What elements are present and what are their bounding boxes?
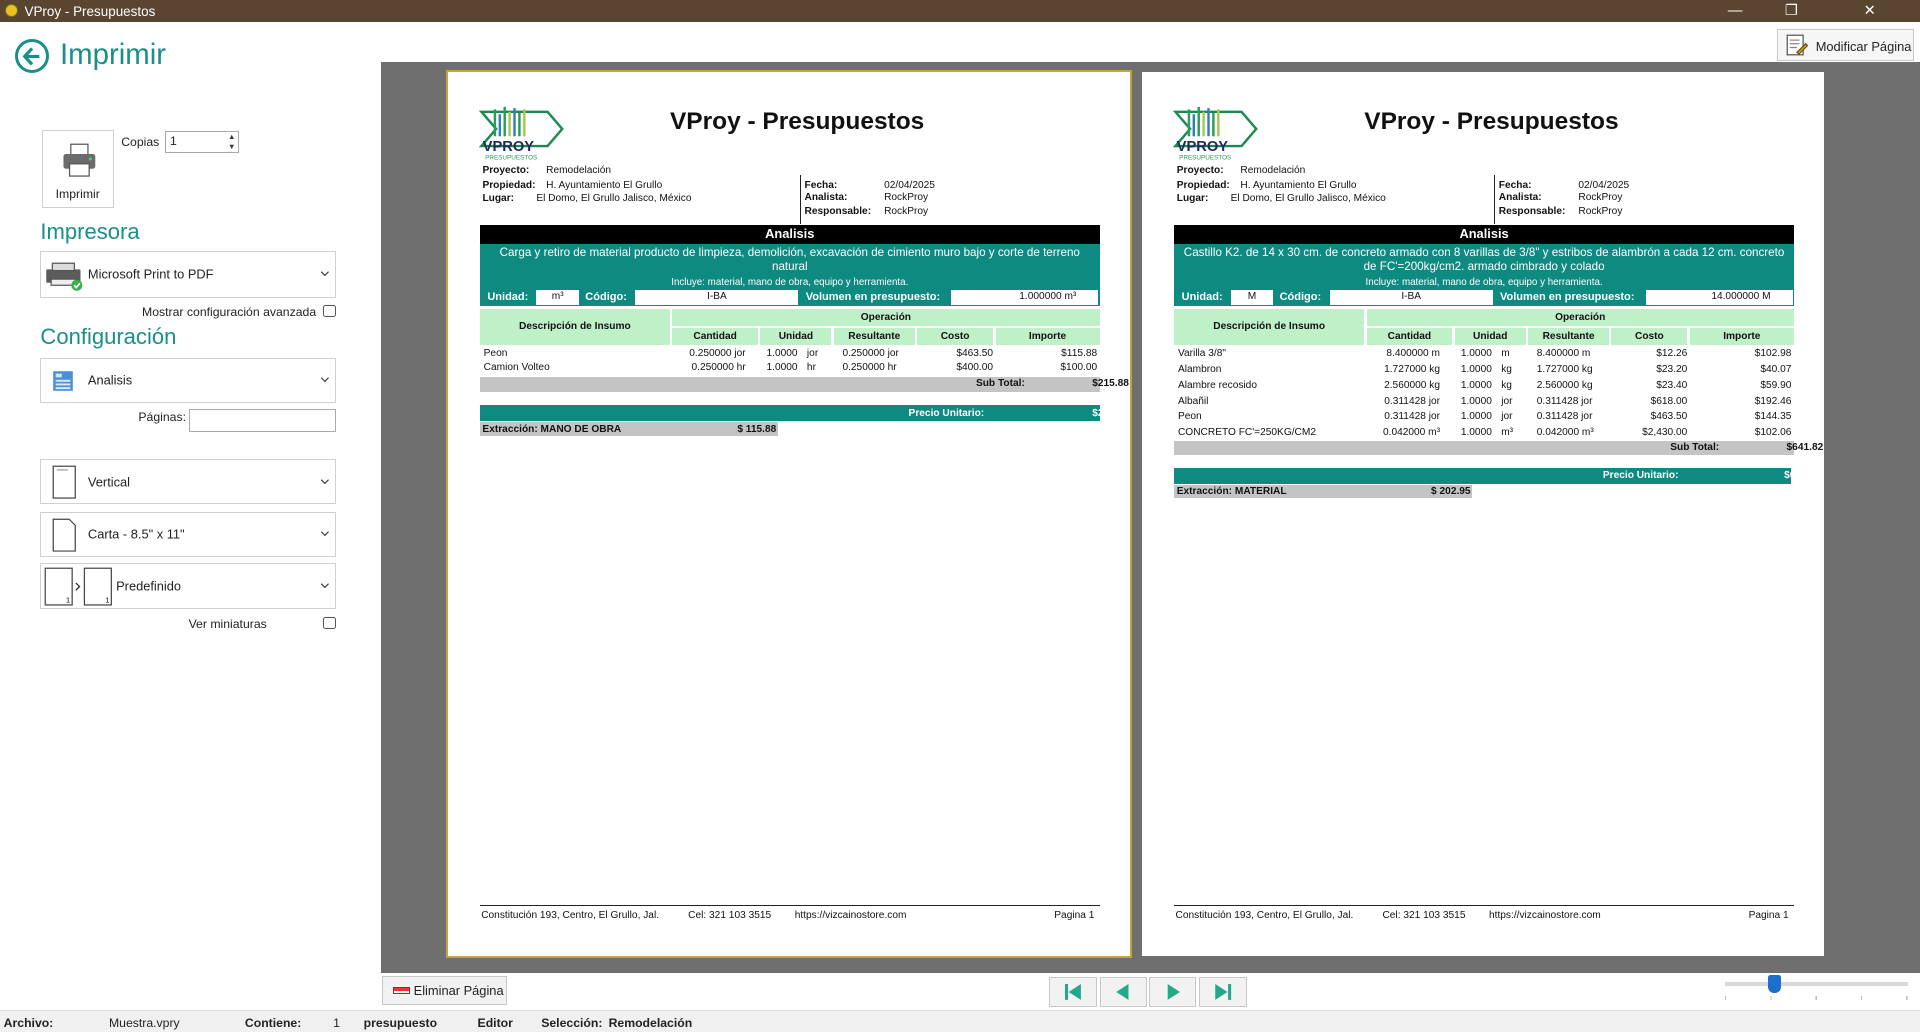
chevron-down-icon[interactable]: ▼ (228, 141, 236, 151)
unidad-label: Unidad: (1181, 291, 1223, 304)
col-resultante: Resultante (1528, 328, 1609, 345)
precio-unitario-label: Precio Unitario: (908, 407, 985, 419)
zoom-slider-thumb[interactable] (1768, 975, 1780, 993)
col-unidad: Unidad (1455, 328, 1526, 345)
row-cantidad: 0.250000 hr (691, 362, 746, 374)
report-select[interactable] (40, 358, 335, 403)
row-u: kg (1501, 363, 1512, 375)
row-unidad: 1.0000 (766, 347, 798, 359)
row-unidad: 1.0000 (766, 362, 798, 374)
subtotal-row (1174, 441, 1824, 456)
vproy-logo (479, 102, 565, 167)
pages-input[interactable] (189, 409, 336, 432)
orientation-select-value: Vertical (87, 474, 131, 490)
analisis-header: Analisis (1174, 225, 1794, 243)
close-button[interactable]: ✕ (1863, 3, 1876, 19)
modify-page-label: Modificar Página (1815, 38, 1912, 54)
row-cantidad: 8.400000 m (1386, 347, 1440, 359)
first-page-button[interactable] (1049, 977, 1097, 1006)
incluye-text: Incluye: material, mano de obra, equipo y herramienta. (671, 276, 909, 288)
row-desc: Camion Volteo (483, 362, 550, 374)
row-u: m³ (1501, 427, 1514, 439)
volumen-label: Volumen en presupuesto: (805, 291, 941, 304)
unidad-value: M (1231, 290, 1274, 305)
lugar-label: Lugar: (482, 193, 515, 205)
row-desc: Peon (1177, 411, 1202, 423)
row-cantidad: 1.727000 kg (1384, 363, 1440, 375)
analista-label: Analista: (804, 192, 848, 204)
unit-code-row (480, 290, 1100, 306)
svg-text:VPROY: VPROY (1176, 138, 1229, 155)
concept-description-box (480, 244, 1100, 291)
fecha-label: Fecha: (804, 179, 838, 191)
pdf-printer-icon (45, 262, 84, 294)
row-costo: $463.50 (956, 347, 994, 359)
row-unidad: 1.0000 (1460, 379, 1492, 391)
chevron-up-icon[interactable]: ▲ (228, 132, 236, 142)
chevron-down-icon (320, 476, 330, 486)
row-resultante: 8.400000 m (1536, 347, 1591, 359)
previous-page-icon (1115, 984, 1132, 1000)
extraccion-label: Extracción: MATERIAL (1176, 486, 1287, 498)
chevron-down-icon (320, 269, 330, 279)
row-u: hr (806, 362, 816, 374)
report-title: VProy - Presupuestos (669, 107, 925, 135)
operacion-header: Operación (1367, 309, 1794, 326)
printer-select-value: Microsoft Print to PDF (87, 266, 214, 282)
row-resultante: 0.311428 jor (1536, 395, 1593, 407)
row-cantidad: 0.250000 jor (689, 347, 746, 359)
precio-unitario-value: $215.88 (1092, 407, 1129, 419)
row-unidad: 1.0000 (1460, 411, 1492, 423)
header-divider (800, 175, 801, 224)
extraccion-row (1174, 485, 1472, 498)
page-title: Imprimir (60, 37, 167, 71)
subtotal-label: Sub Total: (1670, 442, 1720, 454)
last-page-button[interactable] (1199, 977, 1247, 1006)
row-cantidad: 0.311428 jor (1384, 395, 1440, 407)
archivo-label: Archivo: (3, 1016, 54, 1031)
col-resultante: Resultante (834, 328, 915, 345)
volumen-value: 1.000000 m³ (951, 290, 1098, 305)
page-layout-select-value: Predefinido (116, 578, 182, 594)
page-layout-select[interactable] (40, 563, 335, 608)
col-importe: Importe (1690, 328, 1794, 345)
advanced-settings-checkbox[interactable] (323, 305, 335, 317)
row-u: m (1501, 347, 1510, 359)
row-unidad: 1.0000 (1460, 363, 1492, 375)
seleccion-label: Selección: (541, 1016, 603, 1031)
config-section-title: Configuración (40, 324, 177, 350)
contiene-label: Contiene: (244, 1016, 302, 1031)
minimize-button[interactable]: — (1727, 3, 1743, 19)
advanced-settings-label: Mostrar configuración avanzada (142, 304, 317, 319)
row-resultante: 0.042000 m³ (1536, 427, 1594, 439)
footer-divider (480, 905, 1100, 906)
codigo-value: I-BA (1330, 290, 1493, 305)
pages-per-sheet-icon (44, 567, 115, 609)
mode-indicator: Editor (477, 1016, 513, 1031)
paper-icon (52, 518, 76, 555)
extraccion-value: $ 202.95 (1431, 486, 1471, 498)
copies-stepper[interactable] (165, 131, 238, 153)
operacion-header: Operación (672, 309, 1099, 326)
row-costo: $23.20 (1656, 363, 1688, 375)
row-costo: $2,430.00 (1642, 427, 1688, 439)
proyecto-value: Remodelación (1240, 165, 1306, 177)
codigo-label: Código: (1279, 291, 1322, 304)
row-resultante: 0.250000 hr (842, 362, 897, 374)
delete-page-button[interactable] (382, 976, 507, 1005)
preview-page-2[interactable] (1142, 72, 1824, 956)
desc-header: Descripción de Insumo (480, 309, 670, 346)
preview-page-1[interactable] (448, 72, 1130, 956)
fecha-value: 02/04/2025 (1578, 179, 1630, 191)
subtotal-value: $215.88 (1092, 378, 1129, 390)
archivo-value: Muestra.vpry (108, 1016, 180, 1031)
desc-header: Descripción de Insumo (1174, 309, 1364, 346)
precio-unitario-row (480, 405, 1129, 421)
copies-value: 1 (169, 134, 177, 149)
analista-label: Analista: (1498, 192, 1542, 204)
svg-text:VPROY: VPROY (482, 138, 534, 155)
document-icon (52, 370, 74, 395)
proyecto-label: Proyecto: (1176, 165, 1224, 177)
col-costo: Costo (917, 328, 993, 345)
header-divider (1494, 175, 1495, 224)
print-button-label: Imprimir (55, 187, 100, 202)
extraccion-row (480, 422, 778, 435)
propiedad-label: Propiedad: (482, 179, 536, 191)
chevron-down-icon (320, 581, 330, 591)
report-title: VProy - Presupuestos (1364, 107, 1619, 135)
row-cantidad: 2.560000 kg (1384, 379, 1440, 391)
unidad-value: m³ (536, 290, 579, 305)
row-importe: $100.00 (1060, 362, 1098, 374)
row-importe: $102.06 (1754, 427, 1792, 439)
footer-page: Pagina 1 (1054, 909, 1095, 921)
window-title: VProy - Presupuestos (24, 3, 156, 19)
extraccion-value: $ 115.88 (737, 423, 777, 435)
fecha-value: 02/04/2025 (884, 179, 935, 191)
report-select-value: Analisis (87, 372, 133, 388)
footer-divider (1174, 905, 1794, 906)
vproy-logo (1173, 102, 1259, 167)
contiene-unit: presupuesto (363, 1016, 438, 1031)
subtotal-value: $641.82 (1786, 442, 1824, 454)
unit-code-row (1174, 290, 1794, 306)
col-costo: Costo (1611, 328, 1687, 345)
extraccion-label: Extracción: MANO DE OBRA (482, 423, 622, 435)
footer-phone: Cel: 321 103 3515 (1382, 909, 1466, 921)
row-u: kg (1501, 379, 1512, 391)
print-button[interactable] (42, 130, 114, 208)
row-u: jor (1501, 395, 1513, 407)
responsable-label: Responsable: (1498, 205, 1566, 217)
footer-address: Constitución 193, Centro, El Grullo, Jal. (481, 909, 660, 921)
previous-page-button[interactable] (1100, 977, 1148, 1006)
proyecto-value: Remodelación (546, 165, 612, 177)
responsable-value: RockProy (884, 205, 929, 217)
zoom-slider-track[interactable] (1725, 982, 1907, 986)
thumbnails-label: Ver miniaturas (188, 617, 267, 632)
maximize-button[interactable]: ❐ (1784, 3, 1798, 19)
row-u: jor (806, 347, 819, 359)
contiene-count: 1 (333, 1016, 340, 1031)
row-importe: $102.98 (1754, 347, 1792, 359)
row-unidad: 1.0000 (1460, 427, 1492, 439)
unidad-label: Unidad: (487, 291, 529, 304)
lugar-label: Lugar: (1176, 193, 1209, 205)
svg-text:1: 1 (105, 595, 110, 605)
portrait-page-icon (52, 465, 76, 502)
precio-unitario-row (1174, 468, 1821, 484)
chevron-down-icon (320, 375, 330, 385)
row-resultante: 0.250000 jor (842, 347, 899, 359)
concept-description: Castillo K2. de 14 x 30 cm. de concreto armado con 8 varillas de 3/8" y estribos de alambrón a cada 12 cm. concreto de FC'=200kg/cm2. armado cimbrado y colado (1183, 246, 1785, 273)
analista-value: RockProy (884, 192, 929, 204)
row-desc: Peon (483, 347, 508, 359)
row-desc: Alambron (1177, 363, 1222, 375)
row-unidad: 1.0000 (1460, 347, 1492, 359)
precio-unitario-label: Precio Unitario: (1602, 470, 1679, 482)
status-bar (0, 1010, 1920, 1032)
propiedad-value: H. Ayuntamiento El Grullo (1240, 179, 1357, 191)
title-bar (0, 0, 1920, 22)
paper-size-select-value: Carta - 8.5" x 11" (87, 526, 185, 542)
thumbnails-checkbox[interactable] (323, 617, 335, 629)
footer-phone: Cel: 321 103 3515 (688, 909, 772, 921)
row-desc: CONCRETO FC'=250KG/CM2 (1177, 427, 1316, 439)
row-importe: $115.88 (1061, 347, 1098, 359)
subtotal-row (480, 377, 1129, 392)
row-costo: $400.00 (956, 362, 994, 374)
row-desc: Alambre recosido (1177, 379, 1257, 391)
col-importe: Importe (996, 328, 1100, 345)
modify-page-button[interactable] (1777, 29, 1914, 61)
row-resultante: 0.311428 jor (1536, 411, 1593, 423)
orientation-select[interactable] (40, 459, 335, 504)
codigo-value: I-BA (635, 290, 798, 305)
row-resultante: 1.727000 kg (1536, 363, 1593, 375)
responsable-value: RockProy (1578, 205, 1623, 217)
propiedad-label: Propiedad: (1176, 179, 1230, 191)
printer-section-title: Impresora (40, 219, 140, 245)
row-importe: $40.07 (1760, 363, 1792, 375)
precio-unitario-value: $641.82 (1784, 470, 1821, 482)
delete-page-label: Eliminar Página (413, 983, 504, 999)
row-unidad: 1.0000 (1460, 395, 1492, 407)
back-arrow-icon[interactable] (15, 39, 49, 73)
chevron-down-icon (320, 529, 330, 539)
row-desc: Albañil (1177, 395, 1209, 407)
seleccion-value: Remodelación (608, 1016, 693, 1031)
printer-icon (61, 143, 98, 183)
codigo-label: Código: (585, 291, 627, 304)
concept-description: Carga y retiro de material producto de limpieza, demolición, excavación de cimiento muro bajo y corte de terreno natural (499, 246, 1080, 273)
delete-page-icon (393, 987, 410, 994)
row-costo: $618.00 (1650, 395, 1688, 407)
propiedad-value: H. Ayuntamiento El Grullo (546, 179, 663, 191)
zoom-slider-ticks (1725, 996, 1907, 1001)
volumen-label: Volumen en presupuesto: (1499, 291, 1635, 304)
printer-select[interactable] (40, 251, 335, 298)
lugar-value: El Domo, El Grullo Jalisco, México (1230, 193, 1386, 205)
footer-page: Pagina 1 (1748, 909, 1789, 921)
next-page-icon (1164, 984, 1181, 1000)
col-cantidad: Cantidad (1367, 328, 1453, 345)
last-page-icon (1214, 984, 1231, 1000)
subtotal-label: Sub Total: (975, 378, 1025, 390)
col-cantidad: Cantidad (672, 328, 758, 345)
svg-text:PRESUPUESTOS: PRESUPUESTOS (484, 154, 538, 161)
app-icon (5, 4, 18, 17)
footer-address: Constitución 193, Centro, El Grullo, Jal. (1175, 909, 1354, 921)
paper-size-select[interactable] (40, 512, 335, 557)
row-importe: $192.46 (1754, 395, 1792, 407)
svg-text:1: 1 (65, 595, 70, 605)
row-importe: $59.90 (1760, 379, 1792, 391)
row-costo: $12.26 (1656, 347, 1688, 359)
concept-description-box (1174, 244, 1794, 291)
copies-label: Copias (121, 134, 160, 149)
lugar-value: El Domo, El Grullo Jalisco, México (536, 193, 692, 205)
row-costo: $463.50 (1650, 411, 1688, 423)
row-cantidad: 0.311428 jor (1384, 411, 1440, 423)
first-page-icon (1065, 984, 1082, 1000)
svg-text:PRESUPUESTOS: PRESUPUESTOS (1179, 154, 1232, 161)
footer-web: https://vizcainostore.com (794, 909, 907, 921)
row-desc: Varilla 3/8" (1177, 347, 1226, 359)
col-unidad: Unidad (760, 328, 831, 345)
proyecto-label: Proyecto: (482, 165, 530, 177)
analista-value: RockProy (1578, 192, 1623, 204)
edit-page-icon (1786, 34, 1808, 60)
row-resultante: 2.560000 kg (1536, 379, 1593, 391)
row-cantidad: 0.042000 m³ (1382, 427, 1440, 439)
analisis-header: Analisis (480, 225, 1100, 243)
incluye-text: Incluye: material, mano de obra, equipo y herramienta. (1365, 276, 1603, 288)
row-u: jor (1501, 411, 1513, 423)
pages-label: Páginas: (138, 410, 186, 425)
row-importe: $144.35 (1754, 411, 1792, 423)
row-costo: $23.40 (1656, 379, 1688, 391)
next-page-button[interactable] (1149, 977, 1197, 1006)
responsable-label: Responsable: (804, 205, 872, 217)
fecha-label: Fecha: (1498, 179, 1532, 191)
volumen-value: 14.000000 M (1646, 290, 1793, 305)
footer-web: https://vizcainostore.com (1488, 909, 1601, 921)
